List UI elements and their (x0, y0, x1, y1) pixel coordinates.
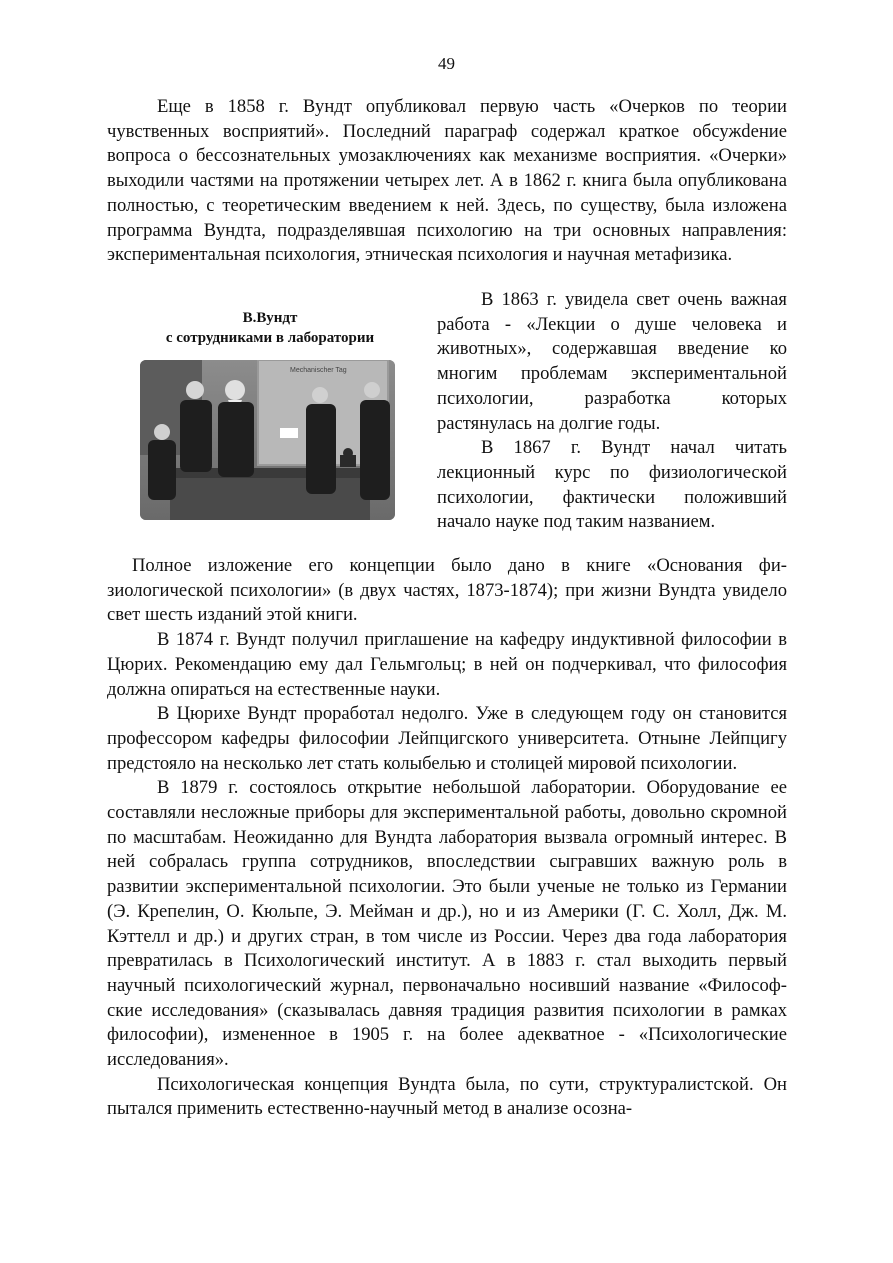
text-block-top (107, 95, 787, 268)
lab-photo-drawing (140, 360, 395, 520)
side-text (437, 288, 787, 535)
paragraph-structuralism: Психологическая концепция Вундта была, по сути, структуралистской. Он пытался применить естественно-научный метод в анализе осозна- (107, 1073, 787, 1120)
page-number: 49 (438, 54, 455, 73)
paragraph-zurich: В Цюрихе Вундт проработал недолго. Уже в следующем году он становится профессором кафедры философии Лейпцигского университета. Отныне Лейпцигу предстояло на несколько лет стать колыбелью и столицей мировой психологии. (107, 703, 787, 774)
paragraph-1879: В 1879 г. состоялось открытие небольшой лаборатории. Оборудование ее составляли несложные приборы для экспериментальной работы, довольно скромной по масштабам. Неожиданно для Вундта лаборатория вызвала огромный интерес. В ней собралась группа сотрудников, впоследствии сыгравших важную роль в развитии экспериментальной психологии. Это были ученые не только из Германии (Э. Крепелин, О. Кюльпе, Э. Мейман и др.), но и из Америки (Г. С. Холл, Дж. М. Кэттелл и др.) и других стран, в том числе из России. Через два года лаборатория превратилась в Психологический институт. А в 1883 г. стал выходить первый научный психологический журнал, первоначально носивший название «Философские исследования» (сказывалась давняя традиция развития психологии в рамках философии), измененное в 1905 г. на более адекватное - «Психологические исследования». (107, 777, 787, 1071)
caption-line-1: В.Вундт (242, 310, 298, 326)
lab-photo (140, 360, 395, 520)
caption-line-2: с сотрудниками в лаборатории (165, 330, 375, 346)
figure-caption (130, 308, 410, 348)
photo-sign-text: Mechanischer Tag (290, 367, 347, 374)
text-block-bottom (107, 554, 787, 1122)
paragraph-1863: В 1863 г. увидела свет очень важная работа - «Лекции о душе человека и животных», содержавшая введение ко многим проблемам экспериментальной психологии, разработка которых растянулась на долгие годы. (437, 289, 787, 434)
figure (140, 308, 395, 520)
paragraph-1867: В 1867 г. Вундт начал читать лекционный курс по физиологической психологии, фактически положивший начало науке под таким названием. (437, 437, 787, 533)
paragraph-osnovaniya: Полное изложение его концепции было дано в книге «Основания физиологической психологии» (в двух частях, 1873-1874); при жизни Вундта увидело свет шесть изданий этой книги. (107, 555, 787, 626)
paragraph-1858: Еще в 1858 г. Вундт опубликовал первую часть «Очерков по теории чувственных восприятий». Последний параграф содержал краткое обсужdение вопроса о бессознательных умозаключениях как механизме восприятия. «Очерки» выходили частями на протяжении четырех лет. А в 1862 г. книга была опубликована полностью, с теоретическим введением к ней. Здесь, по существу, была изложена программа Вундта, подразделявшая психологию на три основных направления: экспериментальная психология, этническая психология и научная метафизика. (107, 96, 787, 266)
paragraph-1874: В 1874 г. Вундт получил приглашение на кафедру индуктивной философии в Цюрих. Рекомендацию ему дал Гельмгольц; в ней он подчеркивал, что философия должна опираться на естественные науки. (107, 629, 787, 700)
